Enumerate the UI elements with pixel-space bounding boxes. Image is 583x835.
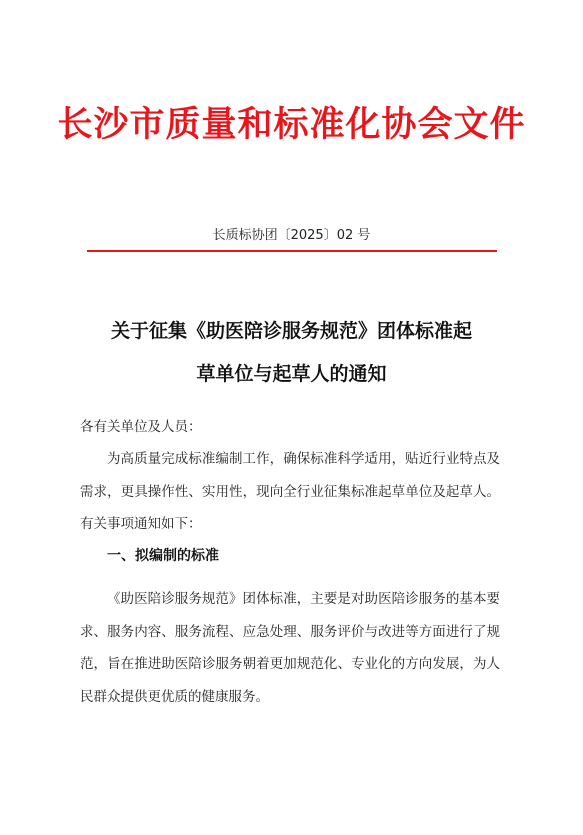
document-number: 长质标协团〔2025〕02 号 <box>212 228 371 243</box>
intro-paragraph: 为高质量完成标准编制工作，确保标准科学适用，贴近行业特点及需求，更具操作性、实用性，现向全行业征集标准起草单位及起草人。有关事项通知如下： <box>80 451 500 532</box>
section-1-paragraph: 《助医陪诊服务规范》团体标准，主要是对助医陪诊服务的基本要求、服务内容、服务流程、应急处理、服务评价与改进等方面进行了规范，旨在推进助医陪诊服务朝着更加规范化、专业化的方向发展，为人民群众提供更优质的健康服务。 <box>80 591 500 705</box>
document-title <box>60 310 523 396</box>
salutation: 各有关单位及人员： <box>80 419 202 435</box>
document-title-line-2: 草单位与起草人的通知 <box>196 363 387 385</box>
document-title-line-1: 关于征集《助医陪诊服务规范》团体标准起 <box>110 320 472 342</box>
red-separator-line <box>87 250 497 252</box>
section-heading-1: 一、拟编制的标准 <box>107 548 219 564</box>
issuer-masthead: 长沙市质量和标准化协会文件 <box>57 104 526 145</box>
